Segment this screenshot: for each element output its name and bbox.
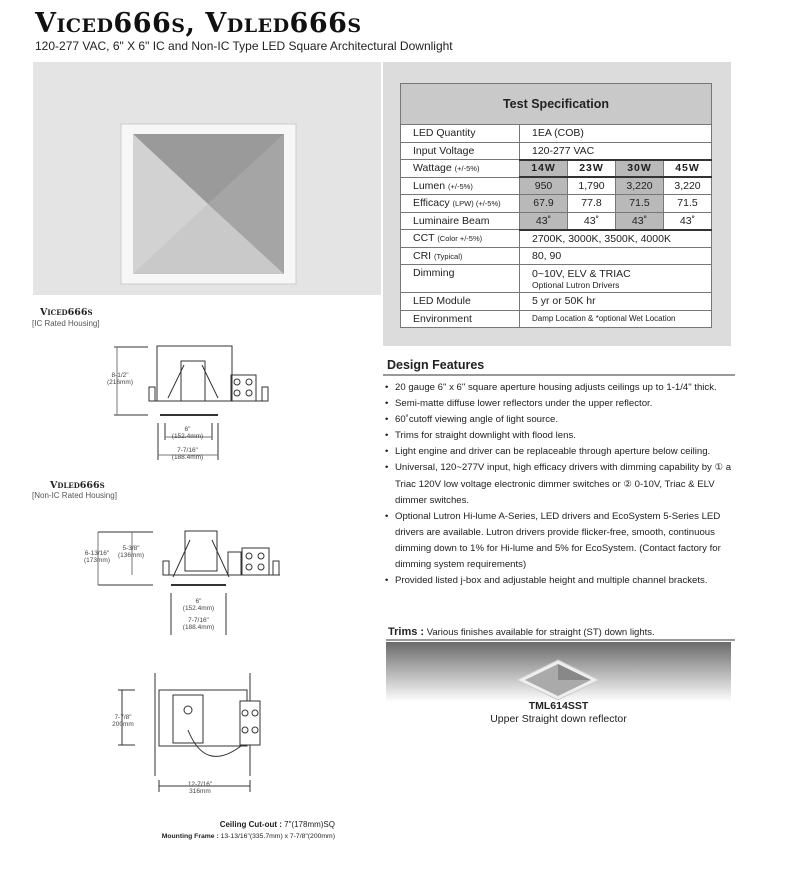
nonic-model-label: Vdled666s <box>50 480 105 491</box>
efficacy-cell: 77.8 <box>568 195 616 213</box>
design-features-heading: Design Features <box>387 358 485 372</box>
trims-heading: Trims : Various finishes available for straight (ST) down lights. <box>388 626 655 638</box>
spec-label: Dimming <box>401 265 520 293</box>
wattage-cell: 30W <box>616 160 664 178</box>
ceiling-cutout: Ceiling Cut-out : 7"(178mm)SQ <box>219 820 335 829</box>
spec-title: Test Specification <box>401 84 712 125</box>
mounting-frame: Mounting Frame : 13-13/16"(335.7mm) x 7-7/8"(200mm) <box>161 833 335 840</box>
page-title: Viced666s, Vdled666s <box>35 8 362 39</box>
ic-height-dim: 8-1/2" (216mm) <box>106 372 133 386</box>
spec-value: 80, 90 <box>520 247 712 265</box>
efficacy-cell: 67.9 <box>520 195 568 213</box>
trim-description: Upper Straight down reflector <box>490 713 627 725</box>
list-item: • 20 gauge 6" x 6" square aperture housing adjusts ceilings up to 1-1/4" thick. <box>383 380 735 396</box>
trim-model: TML614SST <box>528 700 589 712</box>
downlight-image <box>33 62 381 295</box>
design-features-list <box>383 380 735 589</box>
lumen-cell: 1,790 <box>568 177 616 195</box>
list-item: • Light engine and driver can be replaceable through aperture below ceiling. <box>383 444 735 460</box>
spec-value: 5 yr or 50K hr <box>520 293 712 311</box>
efficacy-cell: 71.5 <box>664 195 712 213</box>
beam-cell: 43˚ <box>568 212 616 230</box>
ic-aperture-dim: 6" (152.4mm) <box>171 426 204 440</box>
top-height-dim: 7-7/8" 200mm <box>112 714 134 728</box>
spec-label: CRI (Typical) <box>401 247 520 265</box>
wattage-cell: 14W <box>520 160 568 178</box>
spec-label: Wattage (+/-5%) <box>401 160 520 178</box>
trim-reflector-image <box>386 642 731 702</box>
spec-label: Luminaire Beam <box>401 212 520 230</box>
spec-value: 120-277 VAC <box>520 142 712 160</box>
nonic-height2-dim: 5-3/8" (136mm) <box>117 545 144 559</box>
list-item: • 60˚cutoff viewing angle of light source. <box>383 412 735 428</box>
lumen-cell: 950 <box>520 177 568 195</box>
spec-value: 1EA (COB) <box>520 125 712 143</box>
nonic-aperture-dim: 6" (152.4mm) <box>182 598 215 612</box>
spec-value: Damp Location & *optional Wet Location <box>520 310 712 328</box>
product-photo <box>33 62 381 295</box>
spec-label: Efficacy (LPW) (+/-5%) <box>401 195 520 213</box>
lumen-cell: 3,220 <box>616 177 664 195</box>
ic-housing-drawing <box>110 340 280 460</box>
list-item: • Semi-matte diffuse lower reflectors under the upper reflector. <box>383 396 735 412</box>
list-item: • Universal, 120~277V input, high efficacy drivers with dimming capability by ① a Triac 120V low voltage electronic dimmer switches or ② 0-10V, Triac & ELV dimmer switches. <box>383 460 735 508</box>
trim-image <box>386 642 731 702</box>
spec-label: CCT (Color +/-5%) <box>401 230 520 248</box>
ic-type-label: [IC Rated Housing] <box>32 319 100 328</box>
page-subtitle: 120-277 VAC, 6" X 6" IC and Non-IC Type LED Square Architectural Downlight <box>35 39 453 53</box>
nonic-width-dim: 7-7/16" (188.4mm) <box>182 617 215 631</box>
spec-label: LED Quantity <box>401 125 520 143</box>
spec-label: Input Voltage <box>401 142 520 160</box>
ic-model-label: Viced666s <box>40 307 93 318</box>
spec-label: Environment <box>401 310 520 328</box>
list-item: • Trims for straight downlight with flood lens. <box>383 428 735 444</box>
efficacy-cell: 71.5 <box>616 195 664 213</box>
beam-cell: 43˚ <box>664 212 712 230</box>
nonic-height-dim: 6-13/16" (173mm) <box>83 550 110 564</box>
top-width-dim: 12-7/16" 316mm <box>187 781 213 795</box>
wattage-cell: 45W <box>664 160 712 178</box>
spec-label: Lumen (+/-5%) <box>401 177 520 195</box>
spec-table <box>400 83 712 328</box>
ic-width-dim: 7-7/16" (188.4mm) <box>171 447 204 461</box>
divider <box>386 639 735 641</box>
list-item: • Optional Lutron Hi-lume A-Series, LED drivers and EcoSystem 5-Series LED drivers are available. Lutron drivers provide flicker-free, smooth, continuous dimming down to 1% for Hi-lume and 5% for EcoSystem. (Contact factory for dimming system requirements) <box>383 509 735 573</box>
lumen-cell: 3,220 <box>664 177 712 195</box>
list-item: • Provided listed j-box and adjustable height and multiple channel brackets. <box>383 573 735 589</box>
wattage-cell: 23W <box>568 160 616 178</box>
divider <box>383 374 735 376</box>
beam-cell: 43˚ <box>616 212 664 230</box>
spec-value: 0~10V, ELV & TRIAC Optional Lutron Drivers <box>520 265 712 293</box>
nonic-type-label: [Non-IC Rated Housing] <box>32 491 117 500</box>
top-view-drawing <box>115 668 275 796</box>
spec-label: LED Module <box>401 293 520 311</box>
beam-cell: 43˚ <box>520 212 568 230</box>
spec-value: 2700K, 3000K, 3500K, 4000K <box>520 230 712 248</box>
